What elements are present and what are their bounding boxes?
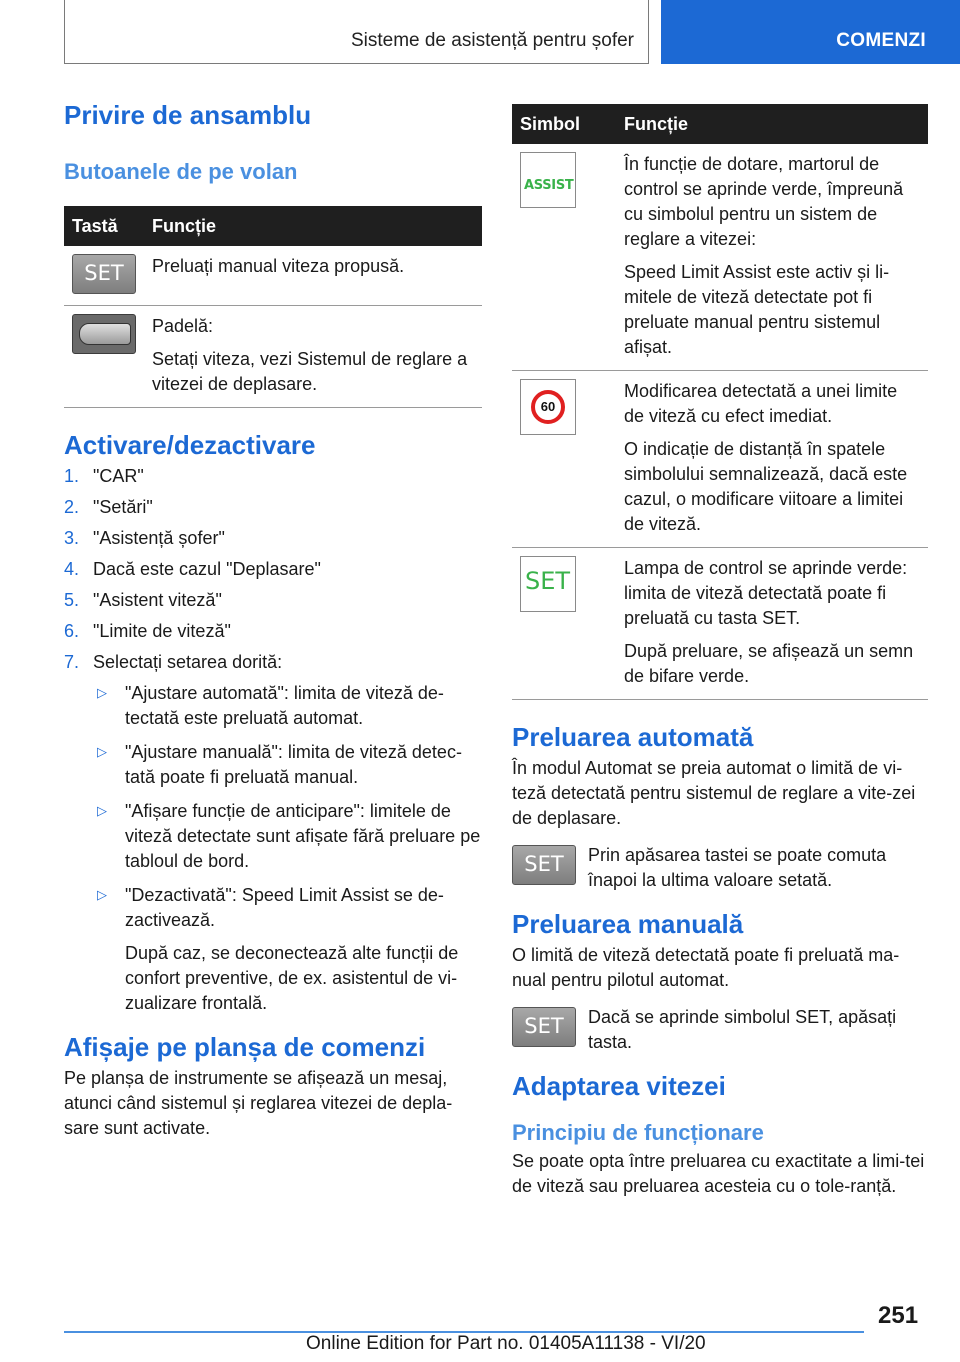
- table1-header-function: Funcție: [144, 206, 482, 246]
- manual-takeover-set-note: [512, 1005, 928, 1055]
- table1-row2-text1: Padelă:: [152, 316, 214, 336]
- header-section-title: Sisteme de asistență pentru șofer: [350, 30, 634, 51]
- table2-row2-text1: Modificarea detectată a unei limite de viteză cu efect imediat.: [624, 381, 898, 426]
- list-item: 4. Dacă este cazul "Deplasare": [64, 559, 321, 579]
- set-button-icon: SET: [72, 254, 136, 294]
- right-column: [512, 104, 928, 1199]
- table2-row3-text2: După preluare, se afișează un semn de bifare verde.: [624, 641, 914, 686]
- list-item: 3. "Asistență șofer": [64, 528, 225, 548]
- list-item: 5. "Asistent viteză": [64, 590, 222, 610]
- table2-row2-text2: O indicație de distanță în spatele simbolului semnalizează, dacă este cazul, o modificare viitoare a limitei de viteză.: [624, 439, 908, 534]
- auto-takeover-heading: Preluarea automată: [512, 722, 754, 752]
- assist-indicator-icon: ASSIST: [520, 152, 576, 208]
- manual-takeover-paragraph: O limită de viteză detectată poate fi preluată ma-nual pentru pilotul automat.: [512, 945, 900, 990]
- principle-heading: Principiu de funcționare: [512, 1120, 764, 1145]
- bullet-triangle-icon: ▷: [97, 888, 107, 903]
- activation-steps-list: [64, 464, 482, 1016]
- manual-takeover-heading: Preluarea manuală: [512, 909, 744, 939]
- table-row: [64, 306, 482, 408]
- table2-header-function: Funcție: [616, 104, 928, 144]
- left-column: [64, 100, 482, 1141]
- principle-paragraph: Se poate opta între preluarea cu exactitate a limi-tei de viteză sau preluarea acesteia cu o tole-ranță.: [512, 1151, 925, 1196]
- steering-buttons-table: [64, 206, 482, 408]
- overview-heading: Privire de ansamblu: [64, 100, 312, 130]
- set-button-icon: SET: [512, 1007, 576, 1047]
- table2-header-symbol: Simbol: [512, 104, 616, 144]
- footer-edition: Online Edition for Part no. 01405A11138 - VI/20: [306, 1333, 706, 1354]
- set-button-icon: SET: [512, 845, 576, 885]
- page-number: 251: [878, 1302, 919, 1329]
- table-row: [512, 548, 928, 700]
- header-section-box: [64, 0, 649, 64]
- speed-adaptation-heading: Adaptarea vitezei: [512, 1071, 726, 1101]
- list-item: 7. Selectați setarea dorită: ▷ "Ajustare automată": limita de viteză de-tectată este preluată automat. ▷ "Ajustare manuală": limita de viteză detec-tată poate fi preluată manual. ▷ "Afișare funcție de anticipare": limitele de viteză detectate sunt afișate fără preluare pe tabloul de bord. ▷ "Dezactivată": Speed Limit Assist se de-zactivează. După caz, se deconectează alte funcții de confort preventive, de ex. asistentul de vi-zualizare frontală.: [64, 650, 482, 1016]
- steering-buttons-heading: Butoanele de pe volan: [64, 159, 298, 184]
- table-row: [512, 371, 928, 548]
- symbols-table: [512, 104, 928, 700]
- table-row: [64, 246, 482, 306]
- activation-heading: Activare/dezactivare: [64, 430, 316, 460]
- auto-takeover-set-text: Prin apăsarea tastei se poate comuta înapoi la ultima valoare setată.: [588, 845, 887, 890]
- set-indicator-icon: SET: [520, 556, 576, 612]
- list-item: 1. "CAR": [64, 466, 144, 486]
- header-tab-comenzi[interactable]: [661, 0, 960, 64]
- speed-limit-sign-icon: 60: [520, 379, 576, 435]
- list-item: ▷ "Dezactivată": Speed Limit Assist se de-zactivează. După caz, se deconectează alte funcții de confort preventive, de ex. asistentul de vi-zualizare frontală.: [97, 885, 459, 1013]
- table1-row1-text: Preluați manual viteza propusă.: [152, 256, 405, 276]
- list-item: ▷ "Afișare funcție de anticipare": limitele de viteză detectate sunt afișate fără preluare pe tabloul de bord.: [97, 801, 481, 871]
- auto-takeover-set-note: [512, 843, 928, 893]
- auto-takeover-paragraph: În modul Automat se preia automat o limită de vi-teză detectată pentru sistemul de reglare a vite-zei de deplasare.: [512, 758, 916, 828]
- display-paragraph: Pe planșa de instrumente se afișează un mesaj, atunci când sistemul și reglarea vitezei de depla-sare sunt activate.: [64, 1068, 453, 1138]
- table-row: [512, 144, 928, 371]
- table1-row2-text2: Setați viteza, vezi Sistemul de reglare a vitezei de deplasare.: [152, 349, 468, 394]
- list-item: 2. "Setări": [64, 497, 153, 517]
- bullet-triangle-icon: ▷: [97, 804, 107, 819]
- list-item: 6. "Limite de viteză": [64, 621, 231, 641]
- list-item: ▷ "Ajustare automată": limita de viteză de-tectată este preluată automat.: [97, 683, 444, 728]
- table2-row1-text1: În funcție de dotare, martorul de control se aprinde verde, împreună cu simbolul pentru un sistem de reglare a vitezei:: [624, 154, 904, 249]
- list-item: ▷ "Ajustare manuală": limita de viteză detec-tată poate fi preluată manual.: [97, 742, 462, 787]
- settings-options-list: [93, 681, 482, 1016]
- table1-header-key: Tastă: [64, 206, 144, 246]
- bullet-triangle-icon: ▷: [97, 745, 107, 760]
- table2-row1-text2: Speed Limit Assist este activ și li-mitele de viteză detectate pot fi preluate manual pentru sistemul afișat.: [624, 262, 890, 357]
- manual-takeover-set-text: Dacă se aprinde simbolul SET, apăsați tasta.: [588, 1007, 897, 1052]
- display-heading: Afișaje pe planșa de comenzi: [64, 1032, 426, 1062]
- table2-row3-text1: Lampa de control se aprinde verde: limita de viteză detectată poate fi preluată cu tasta SET.: [624, 558, 908, 628]
- paddle-icon: [72, 314, 136, 354]
- bullet-triangle-icon: ▷: [97, 686, 107, 701]
- header-tab-label: COMENZI: [836, 30, 926, 51]
